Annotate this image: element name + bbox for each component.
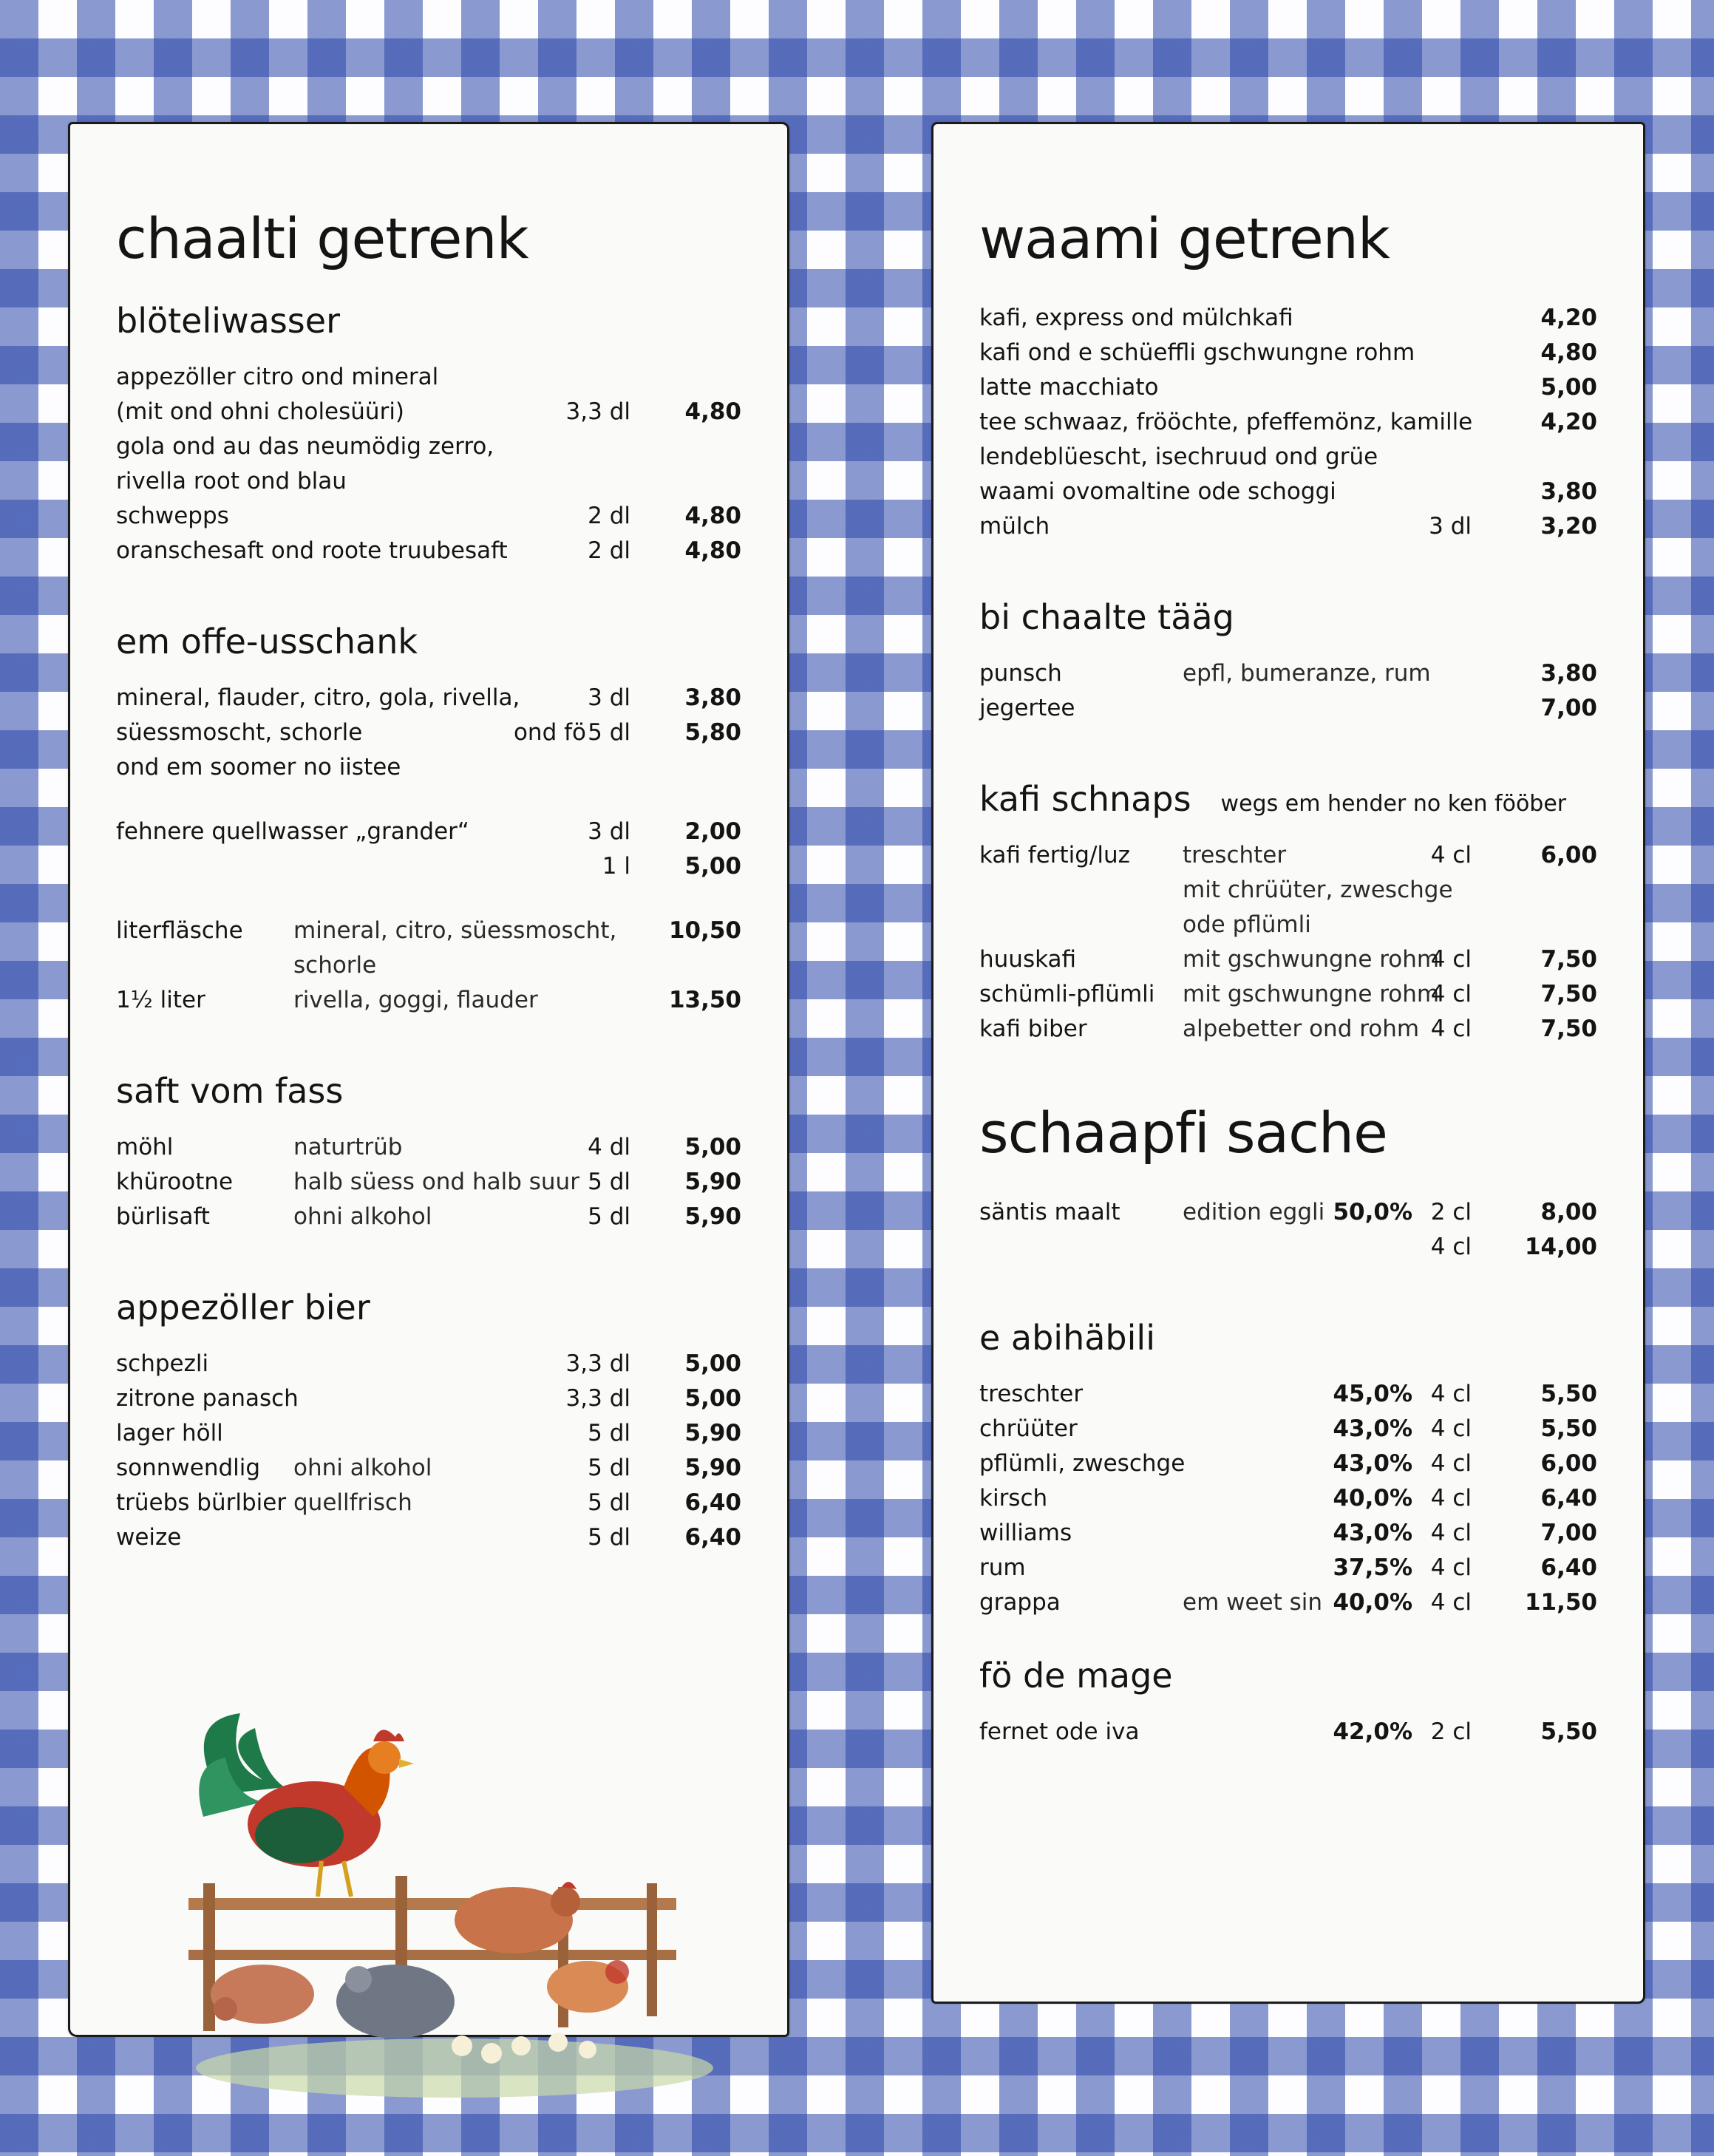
item-desc: mit chrüüter, zweschge <box>1183 877 1453 903</box>
item-price: 5,90 <box>684 1203 741 1230</box>
section-heading: em offe-usschank <box>116 622 418 662</box>
item-abv: 40,0% <box>1333 1485 1412 1511</box>
menu-item-row <box>979 873 1597 908</box>
item-desc: mit gschwungne rohm <box>1183 946 1440 973</box>
menu-item-row <box>116 1520 741 1555</box>
item-desc: mit gschwungne rohm <box>1183 981 1440 1007</box>
item-price: 11,50 <box>1524 1589 1597 1616</box>
menu-item-row <box>116 1200 741 1234</box>
item-name: fehnere quellwasser „grander“ <box>116 818 469 845</box>
item-price: 4,80 <box>684 537 741 564</box>
item-price: 4,80 <box>1540 339 1597 366</box>
menu-item-row <box>116 464 741 499</box>
item-price: 4,80 <box>684 398 741 425</box>
item-price: 8,00 <box>1540 1199 1597 1225</box>
menu-item-row <box>979 405 1597 440</box>
menu-section <box>116 301 741 568</box>
item-name: rum <box>979 1554 1026 1581</box>
menu-item-row <box>979 942 1597 977</box>
menu-item-row <box>979 301 1597 336</box>
item-price: 5,00 <box>684 853 741 880</box>
item-name: kirsch <box>979 1485 1048 1511</box>
item-name: treschter <box>979 1381 1084 1407</box>
item-qty: 4 cl <box>1430 1554 1472 1581</box>
item-name: williams <box>979 1520 1072 1546</box>
item-name: kafi, express ond mülchkafi <box>979 305 1293 331</box>
item-qty: 4 dl <box>588 1134 630 1160</box>
item-price: 4,20 <box>1540 305 1597 331</box>
menu-item-row <box>116 1486 741 1520</box>
item-name: jegertee <box>979 695 1075 721</box>
item-qty: 4 cl <box>1430 1485 1472 1511</box>
section-title: chaalti getrenk <box>116 205 528 271</box>
item-price: 3,80 <box>684 684 741 711</box>
item-price: 6,40 <box>684 1489 741 1516</box>
item-price: 5,00 <box>1540 374 1597 401</box>
item-qty: 4 cl <box>1430 1450 1472 1477</box>
menu-item-row <box>116 360 741 395</box>
item-name: weize <box>116 1524 182 1551</box>
menu-item-row <box>116 429 741 464</box>
menu-section <box>979 597 1597 726</box>
menu-item-row <box>116 715 741 750</box>
menu-item-row <box>116 1381 741 1416</box>
menu-item-row <box>979 475 1597 509</box>
menu-item-row <box>979 1412 1597 1446</box>
item-abv: 37,5% <box>1333 1554 1412 1581</box>
section-heading: bi chaalte tääg <box>979 597 1234 637</box>
item-name: punsch <box>979 660 1062 687</box>
menu-section <box>116 1071 741 1234</box>
item-name: bürlisaft <box>116 1203 210 1230</box>
item-price: 4,20 <box>1540 409 1597 435</box>
item-qty: 3,3 dl <box>565 1385 630 1412</box>
rooster-illustration <box>174 1698 735 2112</box>
heading-text: kafi schnaps <box>979 779 1191 819</box>
menu-item-row <box>116 1165 741 1200</box>
item-name: literfläsche <box>116 917 243 944</box>
item-price: 2,00 <box>684 818 741 845</box>
menu-section <box>979 1100 1597 1265</box>
menu-section <box>979 301 1597 544</box>
menu-item-row <box>979 1446 1597 1481</box>
item-name: grappa <box>979 1589 1061 1616</box>
item-price: 5,50 <box>1540 1381 1597 1407</box>
item-price: 13,50 <box>668 987 741 1013</box>
menu-item-row <box>116 983 741 1018</box>
item-desc: ohni alkohol <box>293 1203 432 1230</box>
item-qty: 4 cl <box>1430 1381 1472 1407</box>
item-qty: 5 dl <box>588 1169 630 1195</box>
item-qty: 2 dl <box>588 537 630 564</box>
item-price: 6,00 <box>1540 842 1597 868</box>
menu-item-row <box>116 1416 741 1451</box>
item-price: 6,40 <box>1540 1485 1597 1511</box>
right-menu-card <box>931 122 1645 2004</box>
item-name: 1½ liter <box>116 987 205 1013</box>
item-name: gola ond au das neumödig zerro, <box>116 433 494 460</box>
menu-item-row <box>116 914 741 948</box>
item-price: 7,50 <box>1540 946 1597 973</box>
menu-section <box>116 622 741 1018</box>
menu-item-row <box>116 395 741 429</box>
item-name: waami ovomaltine ode schoggi <box>979 478 1336 505</box>
item-price: 7,50 <box>1540 981 1597 1007</box>
menu-item-row <box>116 815 741 849</box>
item-name: lendeblüescht, isechruud ond grüe <box>979 443 1378 470</box>
item-name: chrüüter <box>979 1415 1078 1442</box>
item-name: huuskafi <box>979 946 1077 973</box>
section-heading: blöteliwasser <box>116 301 340 341</box>
item-name: rivella root ond blau <box>116 468 347 494</box>
item-qty: 3 dl <box>1429 513 1472 540</box>
menu-item-row <box>116 849 741 884</box>
menu-item-row <box>979 838 1597 873</box>
item-price: 4,80 <box>684 503 741 529</box>
menu-item-row <box>979 977 1597 1012</box>
item-desc: alpebetter ond rohm <box>1183 1016 1420 1042</box>
section-title: waami getrenk <box>979 205 1390 271</box>
item-name: schwepps <box>116 503 229 529</box>
item-qty: 2 cl <box>1430 1199 1472 1225</box>
item-abv: 50,0% <box>1333 1199 1412 1225</box>
item-price: 3,20 <box>1540 513 1597 540</box>
item-abv: 45,0% <box>1333 1381 1412 1407</box>
item-name: mineral, flauder, citro, gola, rivella, <box>116 684 520 711</box>
menu-item-row <box>979 1195 1597 1230</box>
item-price: 7,00 <box>1540 695 1597 721</box>
item-desc: mineral, citro, süessmoscht, <box>293 917 617 944</box>
section-heading: fö de mage <box>979 1656 1173 1696</box>
menu-item-row <box>979 370 1597 405</box>
item-name: oranschesaft ond roote truubesaft <box>116 537 508 564</box>
item-name: schümli-pflümli <box>979 981 1155 1007</box>
menu-item-row <box>979 509 1597 544</box>
item-price: 14,00 <box>1524 1234 1597 1260</box>
item-desc: rivella, goggi, flauder <box>293 987 538 1013</box>
item-qty: 5 dl <box>588 1420 630 1446</box>
item-qty: 4 cl <box>1430 981 1472 1007</box>
item-price: 5,80 <box>684 719 741 746</box>
item-pre: ond fö <box>513 719 586 746</box>
item-name: latte macchiato <box>979 374 1159 401</box>
item-qty: 5 dl <box>588 1203 630 1230</box>
item-qty: 2 dl <box>588 503 630 529</box>
item-desc: quellfrisch <box>293 1489 412 1516</box>
item-price: 7,50 <box>1540 1016 1597 1042</box>
menu-section <box>979 1656 1597 1749</box>
item-qty: 4 cl <box>1430 1415 1472 1442</box>
menu-item-row <box>116 948 741 983</box>
section-heading: e abihäbili <box>979 1318 1155 1358</box>
item-name: kafi biber <box>979 1016 1087 1042</box>
item-desc: ode pflümli <box>1183 911 1311 938</box>
item-price: 5,00 <box>684 1350 741 1377</box>
item-name: möhl <box>116 1134 174 1160</box>
item-abv: 43,0% <box>1333 1450 1412 1477</box>
item-price: 5,90 <box>684 1455 741 1481</box>
menu-item-row <box>979 1012 1597 1047</box>
item-qty: 1 l <box>602 853 630 880</box>
item-name: mülch <box>979 513 1050 540</box>
item-name: kafi ond e schüeffli gschwungne rohm <box>979 339 1415 366</box>
item-qty: 3,3 dl <box>565 398 630 425</box>
menu-item-row <box>979 656 1597 691</box>
item-desc: em weet sin <box>1183 1589 1323 1616</box>
item-price: 3,80 <box>1540 660 1597 687</box>
item-name: khürootne <box>116 1169 234 1195</box>
menu-item-row <box>116 499 741 534</box>
item-name: schpezli <box>116 1350 209 1377</box>
item-price: 3,80 <box>1540 478 1597 505</box>
menu-section <box>116 1288 741 1555</box>
item-desc: naturtrüb <box>293 1134 403 1160</box>
menu-item-row <box>116 681 741 715</box>
menu-section <box>979 1318 1597 1620</box>
item-desc: treschter <box>1183 842 1287 868</box>
item-qty: 3,3 dl <box>565 1350 630 1377</box>
section-heading <box>979 779 1597 819</box>
item-price: 6,00 <box>1540 1450 1597 1477</box>
item-abv: 42,0% <box>1333 1718 1412 1745</box>
item-name: ond em soomer no iistee <box>116 754 401 781</box>
item-desc: epfl, bumeranze, rum <box>1183 660 1431 687</box>
section-note: wegs em hender no ken fööber <box>1220 791 1567 817</box>
item-price: 7,00 <box>1540 1520 1597 1546</box>
item-desc: halb süess ond halb suur <box>293 1169 579 1195</box>
menu-item-row <box>116 1347 741 1381</box>
menu-item-row <box>979 1585 1597 1620</box>
item-abv: 43,0% <box>1333 1415 1412 1442</box>
item-qty: 4 cl <box>1430 1589 1472 1616</box>
item-name: kafi fertig/luz <box>979 842 1130 868</box>
section-heading: saft vom fass <box>116 1071 344 1111</box>
item-desc: schorle <box>293 952 377 979</box>
item-price: 10,50 <box>668 917 741 944</box>
item-abv: 43,0% <box>1333 1520 1412 1546</box>
item-price: 6,40 <box>1540 1554 1597 1581</box>
item-name: trüebs bürlbier <box>116 1489 287 1516</box>
item-qty: 4 cl <box>1430 1016 1472 1042</box>
item-name: tee schwaaz, frööchte, pfeffemönz, kamille <box>979 409 1473 435</box>
item-qty: 4 cl <box>1430 842 1472 868</box>
item-name: zitrone panasch <box>116 1385 299 1412</box>
menu-item-row <box>979 1516 1597 1551</box>
menu-section <box>979 779 1597 1047</box>
menu-item-row <box>979 1377 1597 1412</box>
item-qty: 5 dl <box>588 719 630 746</box>
item-qty: 5 dl <box>588 1455 630 1481</box>
item-abv: 40,0% <box>1333 1589 1412 1616</box>
item-qty: 2 cl <box>1430 1718 1472 1745</box>
left-menu-card <box>68 122 789 2037</box>
item-qty: 4 cl <box>1430 1520 1472 1546</box>
menu-item-row <box>979 1715 1597 1749</box>
item-name: pflümli, zweschge <box>979 1450 1186 1477</box>
item-desc: edition eggli <box>1183 1199 1325 1225</box>
menu-item-row <box>979 1481 1597 1516</box>
menu-item-row <box>116 1130 741 1165</box>
menu-item-row <box>116 1451 741 1486</box>
menu-item-row <box>979 1551 1597 1585</box>
item-name: (mit ond ohni cholesüüri) <box>116 398 405 425</box>
item-price: 5,90 <box>684 1420 741 1446</box>
item-desc: ohni alkohol <box>293 1455 432 1481</box>
item-name: fernet ode iva <box>979 1718 1140 1745</box>
menu-item-row <box>979 691 1597 726</box>
item-name: süessmoscht, schorle <box>116 719 363 746</box>
item-price: 5,50 <box>1540 1718 1597 1745</box>
menu-item-row <box>979 336 1597 370</box>
item-name: lager höll <box>116 1420 223 1446</box>
menu-item-row <box>979 1230 1597 1265</box>
item-price: 5,50 <box>1540 1415 1597 1442</box>
menu-item-row <box>979 908 1597 942</box>
menu-item-row <box>979 440 1597 475</box>
item-name: säntis maalt <box>979 1199 1120 1225</box>
item-qty: 3 dl <box>588 818 630 845</box>
item-name: appezöller citro ond mineral <box>116 364 439 390</box>
item-price: 5,00 <box>684 1385 741 1412</box>
item-qty: 4 cl <box>1430 946 1472 973</box>
section-title: schaapfi sache <box>979 1100 1387 1166</box>
menu-item-row <box>116 534 741 568</box>
item-price: 6,40 <box>684 1524 741 1551</box>
item-price: 5,00 <box>684 1134 741 1160</box>
item-qty: 4 cl <box>1430 1234 1472 1260</box>
menu-item-row <box>116 750 741 785</box>
item-qty: 5 dl <box>588 1489 630 1516</box>
item-qty: 3 dl <box>588 684 630 711</box>
item-price: 5,90 <box>684 1169 741 1195</box>
item-name: sonnwendlig <box>116 1455 261 1481</box>
item-qty: 5 dl <box>588 1524 630 1551</box>
section-heading: appezöller bier <box>116 1288 370 1327</box>
